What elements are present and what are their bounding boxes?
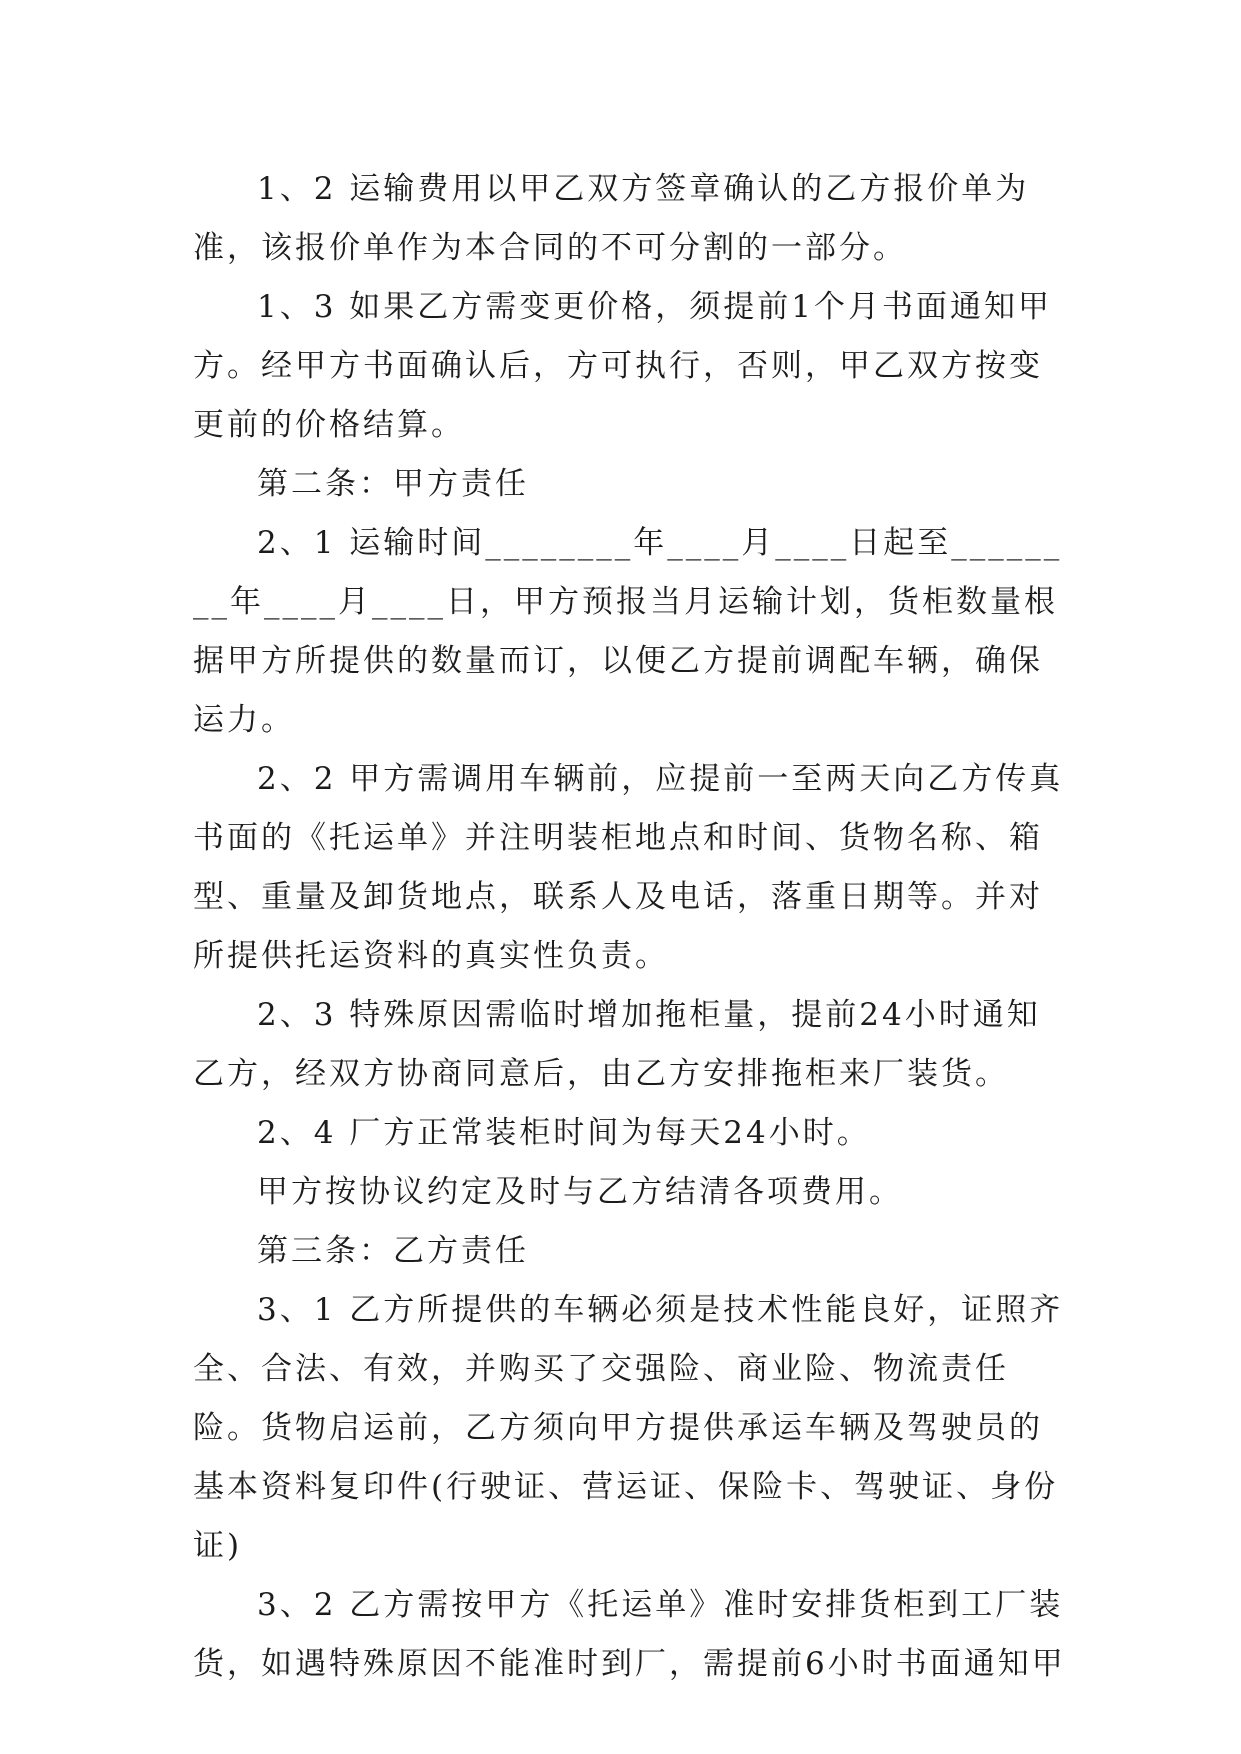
- clause-2-1: 2、1 运输时间________年____月____日起至________年____月____日，甲方预报当月运输计划，货柜数量根据甲方所提供的数量而订，以便乙方提前调配车辆，确保运力。: [193, 525, 1063, 738]
- document-body: [193, 160, 1073, 1694]
- clause-payment: 甲方按协议约定及时与乙方结清各项费用。: [257, 1174, 903, 1210]
- article-2-heading: 第二条：甲方责任: [257, 466, 529, 502]
- clause-3-1: 3、1 乙方所提供的车辆必须是技术性能良好，证照齐全、合法、有效，并购买了交强险、商业险、物流责任险。货物启运前，乙方须向甲方提供承运车辆及驾驶员的基本资料复印件(行驶证、营运证、保险卡、驾驶证、身份证): [193, 1292, 1064, 1564]
- clause-1-2: 1、2 运输费用以甲乙双方签章确认的乙方报价单为准，该报价单作为本合同的不可分割的一部分。: [193, 171, 1030, 266]
- clause-2-2: 2、2 甲方需调用车辆前，应提前一至两天向乙方传真书面的《托运单》并注明装柜地点和时间、货物名称、箱型、重量及卸货地点，联系人及电话，落重日期等。并对所提供托运资料的真实性负责。: [193, 761, 1064, 974]
- article-3-heading: 第三条：乙方责任: [257, 1233, 529, 1269]
- clause-1-3: 1、3 如果乙方需变更价格，须提前1个月书面通知甲方。经甲方书面确认后，方可执行，否则，甲乙双方按变更前的价格结算。: [193, 289, 1053, 443]
- clause-2-4: 2、4 厂方正常装柜时间为每天24小时。: [257, 1115, 871, 1151]
- clause-2-3: 2、3 特殊原因需临时增加拖柜量，提前24小时通知乙方，经双方协商同意后，由乙方安排拖柜来厂装货。: [193, 997, 1041, 1092]
- clause-3-2: 3、2 乙方需按甲方《托运单》准时安排货柜到工厂装货，如遇特殊原因不能准时到厂，需提前6小时书面通知甲: [193, 1587, 1066, 1682]
